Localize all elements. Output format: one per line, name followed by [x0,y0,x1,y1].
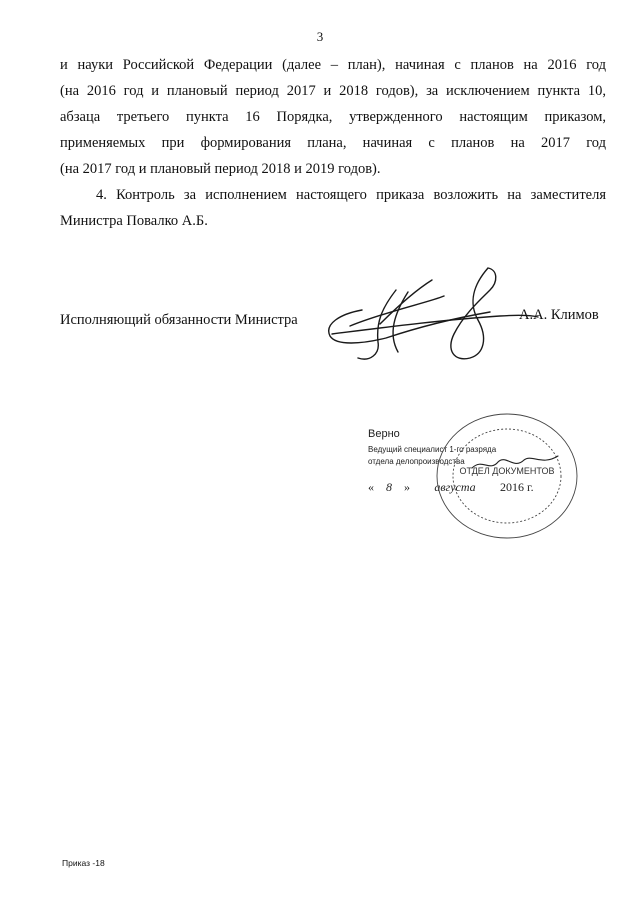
text-line: (на 2016 год и плановый период 2017 и 2018 годов), за исключением пункта 10, [60,83,606,99]
paragraph-item-4 [60,182,606,234]
stamp-position: Ведущий специалист 1-го разряда [368,445,497,454]
signer-title: Исполняющий обязанности Министра [60,312,298,328]
stamp-date: « 8 » августа 2016 г. [368,480,534,494]
stamp-verno: Верно [368,428,400,440]
stamp-department: отдела делопроизводства [368,457,465,466]
text-line: (на 2017 год и плановый период 2018 и 2019 годов). [60,161,381,177]
text-line: применяемых при формирования плана, начиная с планов на 2017 год [60,135,606,151]
stamp-date-month: августа [434,480,476,494]
stamp-date-day: 8 [386,480,392,494]
text-line: Министра Повалко А.Б. [60,213,208,229]
signer-name: А.А. Климов [519,307,599,323]
round-seal [432,410,582,542]
footer-code: Приказ -18 [62,858,105,868]
text-line: абзаца третьего пункта 16 Порядка, утвержденного настоящим приказом, [60,109,606,125]
stamp-date-year: 2016 г. [500,480,534,494]
seal-text: ОТДЕЛ ДОКУМЕНТОВ [459,466,555,476]
text-line: 4. Контроль за исполнением настоящего приказа возложить на заместителя [96,187,606,203]
page-number: 3 [316,29,324,44]
text-line: и науки Российской Федерации (далее – план), начиная с планов на 2016 год [60,57,606,73]
paragraph-continuation [60,52,606,182]
